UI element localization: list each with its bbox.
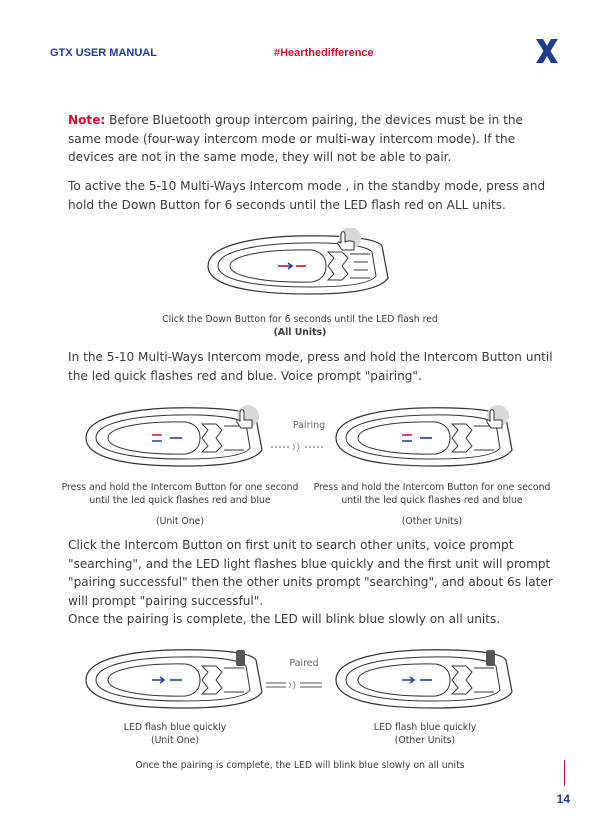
paired-link-icon: [266, 674, 322, 693]
hashtag: #Hearthedifference: [274, 47, 374, 59]
figure-2-right-caption: [312, 481, 552, 528]
pairing-label: Pairing: [292, 420, 326, 431]
page-number: 14: [556, 792, 570, 806]
figure-3-left-caption: [90, 721, 260, 747]
intercom-device-figure-1: [200, 228, 398, 298]
figure-3-left-caption-text: LED flash blue quickly: [123, 722, 227, 733]
intercom-device-unit-one: [80, 398, 270, 470]
intercom-device-other-units: [330, 398, 520, 470]
figure-3-left-unit: (Unit One): [150, 735, 200, 746]
pairing-signal-icon: [271, 436, 323, 455]
figure-2-right-unit: (Other Units): [401, 516, 463, 527]
figure-3-right-caption: [340, 721, 510, 747]
figure-1-caption-bold: (All Units): [273, 327, 327, 338]
paired-label: Paired: [289, 658, 319, 669]
paired-device-unit-one: [80, 640, 270, 712]
figure-3-right-unit: (Other Units): [394, 735, 456, 746]
intercom-paragraph: In the 5-10 Multi-Ways Intercom mode, press and hold the Intercom Button until the led quick flashes red and blue. Voice prompt "pairing".: [68, 350, 553, 383]
x-logo-icon: [534, 38, 560, 68]
search-paragraph: Click the Intercom Button on first unit to search other units, voice prompt "searching", and the LED light flashes blue quickly and the first unit will prompt "pairing successful" then the other units prompt "searching", and about 6s later will prompt "pairing successful".: [68, 538, 553, 608]
figure-1-caption-text: Click the Down Button for 6 seconds until the LED flash red: [162, 314, 438, 325]
manual-title: GTX USER MANUAL: [50, 47, 157, 59]
note-text: Before Bluetooth group intercom pairing, the devices must be in the same mode (four-way intercom mode or multi-way intercom mode). If the devices are not in the same mode, they will not be able to pair.: [68, 113, 523, 164]
figure-2-left-unit: (Unit One): [155, 516, 205, 527]
figure-2-left-caption-text: Press and hold the Intercom Button for one second until the led quick flashes red and blue: [61, 482, 299, 506]
figure-3-bottom-caption: Once the pairing is complete, the LED will blink blue slowly on all units: [135, 760, 465, 771]
complete-paragraph: Once the pairing is complete, the LED will blink blue slowly on all units.: [68, 612, 501, 626]
figure-2-left-caption: [60, 481, 300, 528]
page-number-bar: [564, 760, 565, 786]
figure-1-caption: [150, 313, 450, 339]
note-label: Note:: [68, 113, 106, 127]
activate-paragraph: To active the 5-10 Multi-Ways Intercom mode , in the standby mode, press and hold the Down Button for 6 seconds until the LED flash red on ALL units.: [68, 179, 546, 212]
note-paragraph: [68, 111, 558, 167]
figure-2-right-caption-text: Press and hold the Intercom Button for one second until the led quick flashes red and blue: [313, 482, 551, 506]
figure-3-right-caption-text: LED flash blue quickly: [373, 722, 477, 733]
paired-device-other-units: [330, 640, 520, 712]
